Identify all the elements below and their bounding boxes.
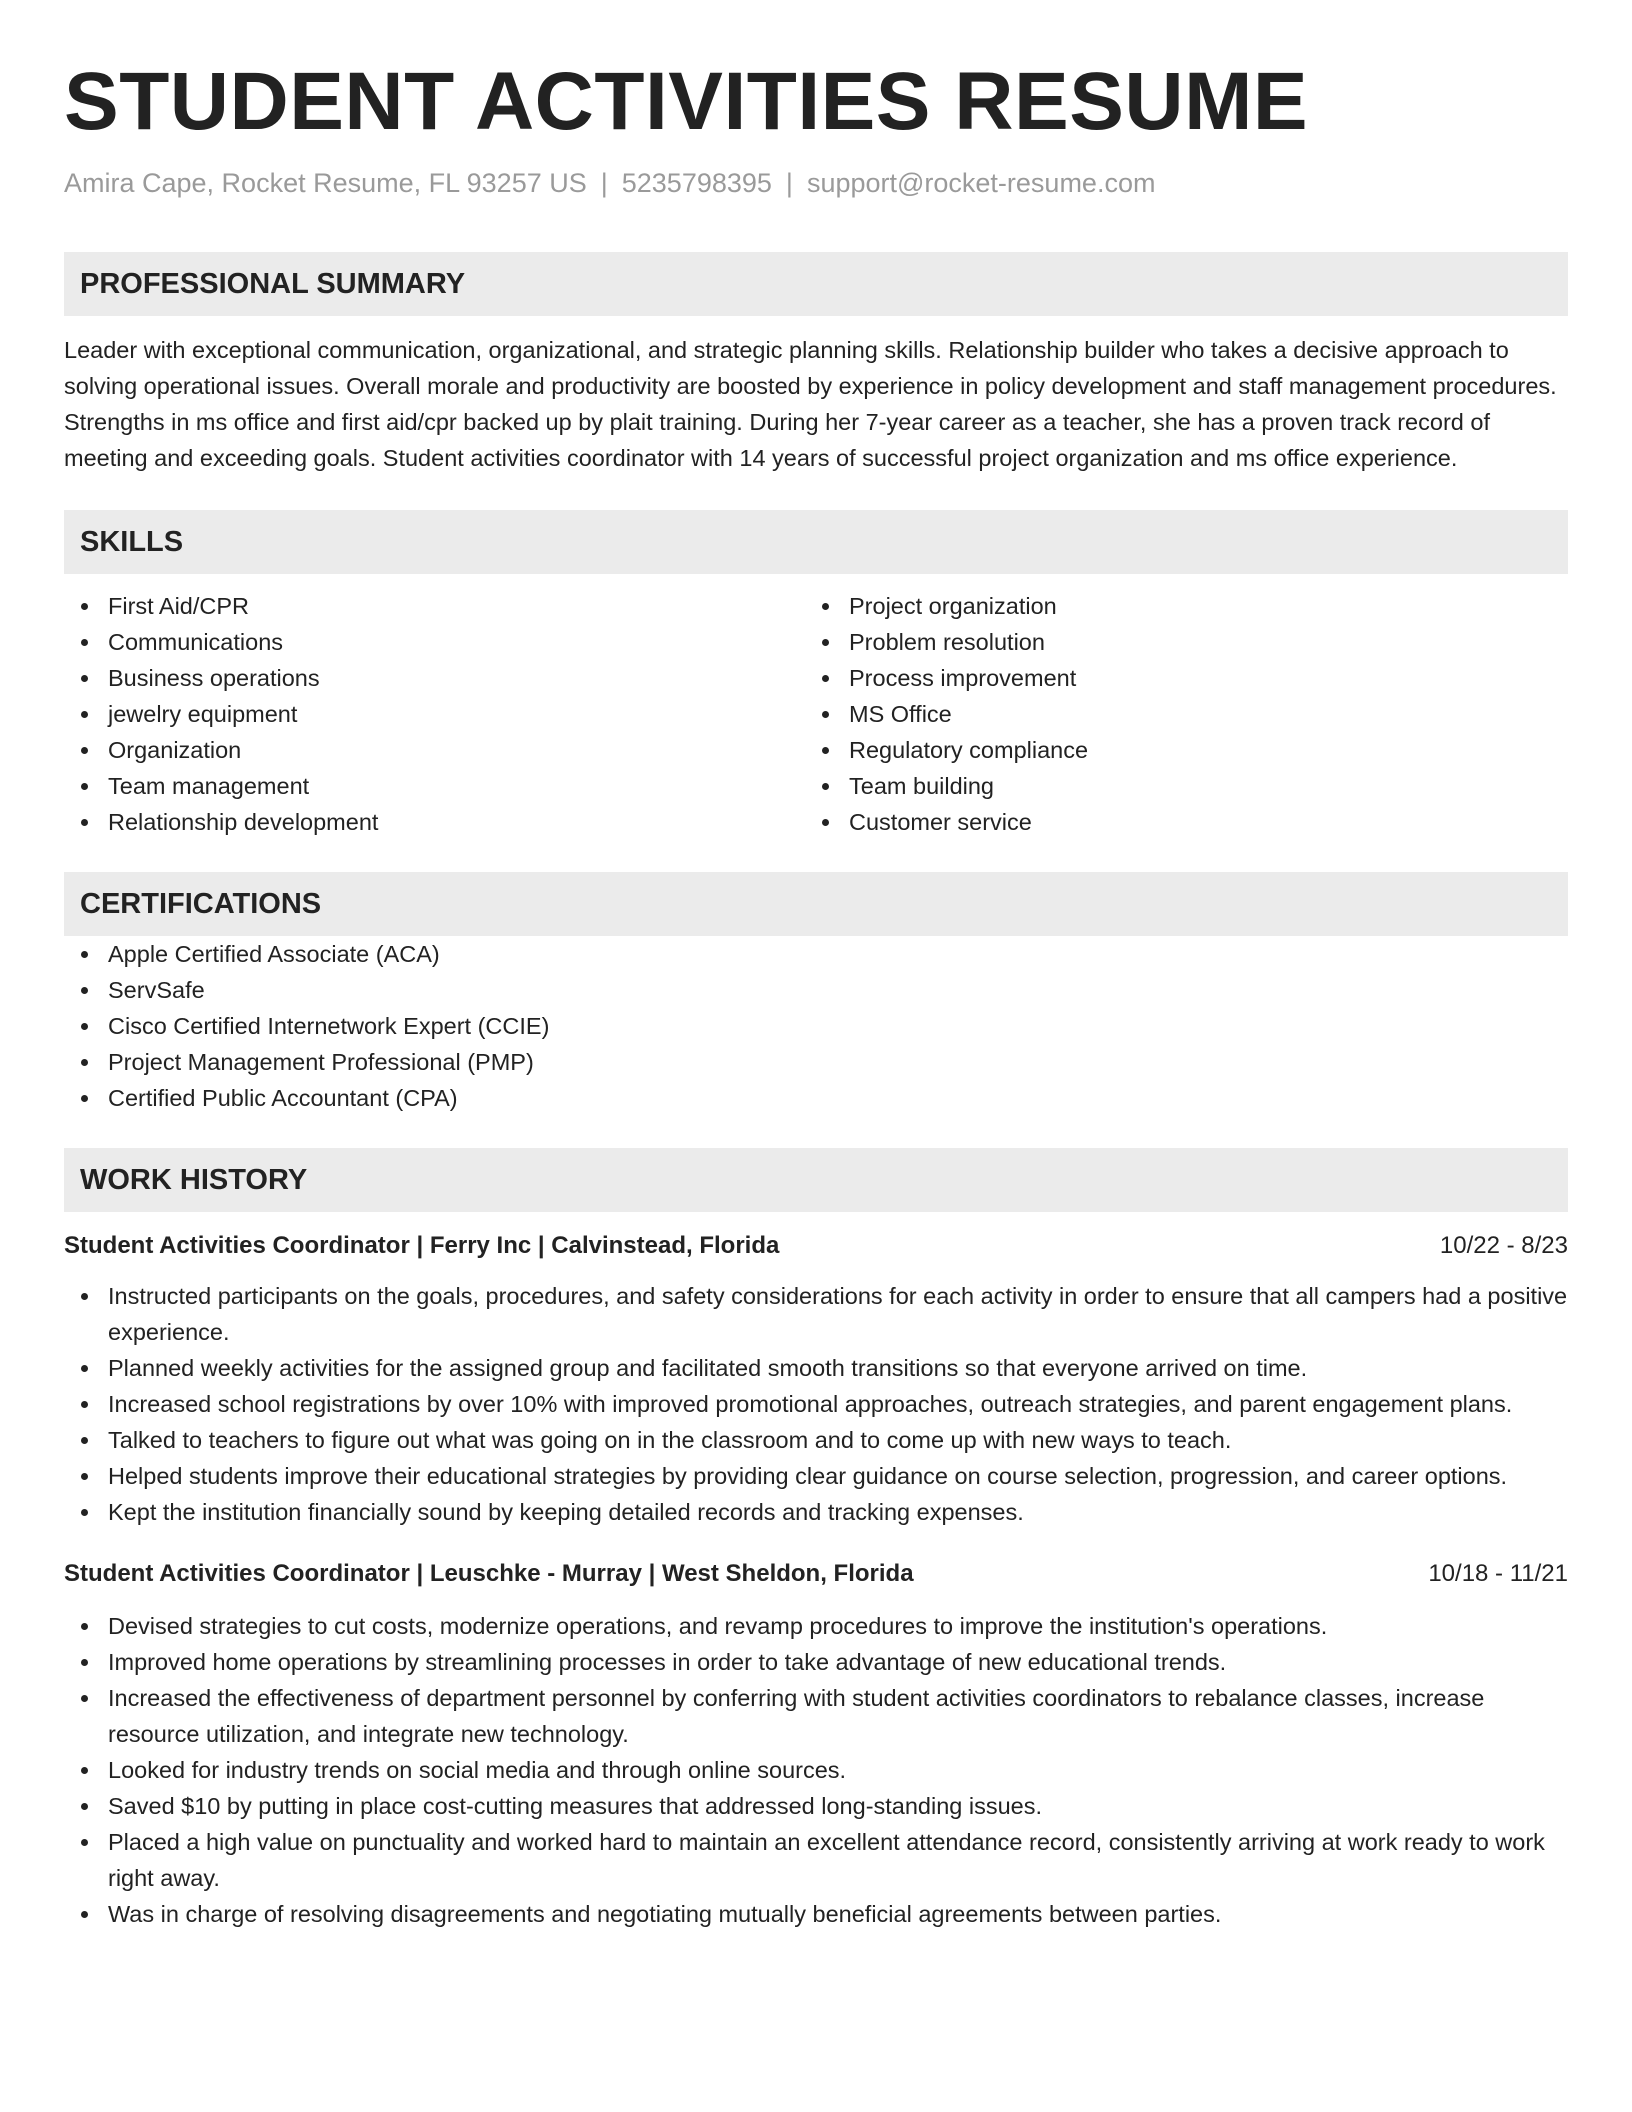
skill-item: Organization bbox=[64, 732, 805, 768]
job-bullet: Was in charge of resolving disagreements and negotiating mutually beneficial agreements between parties. bbox=[64, 1896, 1568, 1932]
contact-email: support@rocket-resume.com bbox=[806, 168, 1156, 198]
job-dates: 10/18 - 11/21 bbox=[1428, 1560, 1568, 1587]
skill-item: Project organization bbox=[805, 588, 1546, 624]
job-bullet: Increased the effectiveness of department personnel by conferring with student activities coordinators to rebalance classes, increase resource utilization, and integrate new technology. bbox=[64, 1680, 1568, 1752]
skill-item: Relationship development bbox=[64, 804, 805, 840]
job-bullets bbox=[64, 1278, 1568, 1530]
certification-item: Cisco Certified Internetwork Expert (CCIE) bbox=[64, 1008, 1568, 1044]
job-bullet: Talked to teachers to figure out what was going on in the classroom and to come up with new ways to teach. bbox=[64, 1422, 1568, 1458]
certifications-heading: CERTIFICATIONS bbox=[64, 872, 1568, 936]
job-bullet: Planned weekly activities for the assigned group and facilitated smooth transitions so that everyone arrived on time. bbox=[64, 1350, 1568, 1386]
job-entry bbox=[64, 1556, 1568, 1932]
job-title: Student Activities Coordinator | Ferry Inc | Calvinstead, Florida bbox=[64, 1232, 780, 1259]
job-bullet: Increased school registrations by over 10% with improved promotional approaches, outreach strategies, and parent engagement plans. bbox=[64, 1386, 1568, 1422]
skill-item: Team management bbox=[64, 768, 805, 804]
certification-item: Project Management Professional (PMP) bbox=[64, 1044, 1568, 1080]
job-bullet: Placed a high value on punctuality and worked hard to maintain an excellent attendance record, consistently arriving at work ready to work right away. bbox=[64, 1824, 1568, 1896]
job-dates: 10/22 - 8/23 bbox=[1439, 1232, 1568, 1259]
summary-text: Leader with exceptional communication, organizational, and strategic planning skills. Relationship builder who takes a decisive approach to solving operational issues. Overall morale and productivity are boosted by experience in policy development and staff management procedures. Strengths in ms office and first aid/cpr backed up by plait training. During her 7-year career as a teacher, she has a proven track record of meeting and exceeding goals. Student activities coordinator with 14 years of successful project organization and ms office experience. bbox=[64, 337, 1557, 471]
skill-item: Customer service bbox=[805, 804, 1546, 840]
skills-heading: SKILLS bbox=[64, 510, 1568, 574]
resume-page bbox=[64, 56, 1568, 1932]
skill-item: Process improvement bbox=[805, 660, 1546, 696]
resume-title: STUDENT ACTIVITIES RESUME bbox=[64, 56, 1309, 147]
job-title-row bbox=[64, 1556, 1568, 1592]
job-bullet: Devised strategies to cut costs, modernize operations, and revamp procedures to improve the institution's operations. bbox=[64, 1608, 1568, 1644]
job-bullet: Instructed participants on the goals, procedures, and safety considerations for each activity in order to ensure that all campers had a positive experience. bbox=[64, 1278, 1568, 1350]
skill-item: Team building bbox=[805, 768, 1546, 804]
skills-column-right bbox=[805, 588, 1546, 840]
skill-item: First Aid/CPR bbox=[64, 588, 805, 624]
contact-address: Amira Cape, Rocket Resume, FL 93257 US bbox=[64, 168, 587, 198]
skill-item: Business operations bbox=[64, 660, 805, 696]
job-bullet: Helped students improve their educational strategies by providing clear guidance on course selection, progression, and career options. bbox=[64, 1458, 1568, 1494]
skill-item: jewelry equipment bbox=[64, 696, 805, 732]
job-bullets bbox=[64, 1608, 1568, 1932]
job-title-row bbox=[64, 1228, 1568, 1264]
skill-item: Communications bbox=[64, 624, 805, 660]
summary-heading: PROFESSIONAL SUMMARY bbox=[64, 252, 1568, 316]
contact-phone: 5235798395 bbox=[621, 168, 772, 198]
skills-column-left bbox=[64, 588, 805, 840]
certification-item: Apple Certified Associate (ACA) bbox=[64, 936, 1568, 972]
job-bullet: Kept the institution financially sound by keeping detailed records and tracking expenses. bbox=[64, 1494, 1568, 1530]
job-bullet: Saved $10 by putting in place cost-cutting measures that addressed long-standing issues. bbox=[64, 1788, 1568, 1824]
skills-grid bbox=[64, 588, 1568, 840]
skill-item: Regulatory compliance bbox=[805, 732, 1546, 768]
skill-item: MS Office bbox=[805, 696, 1546, 732]
job-title: Student Activities Coordinator | Leuschke - Murray | West Sheldon, Florida bbox=[64, 1560, 914, 1587]
certification-item: Certified Public Accountant (CPA) bbox=[64, 1080, 1568, 1116]
contact-separator: | bbox=[600, 168, 608, 198]
certification-item: ServSafe bbox=[64, 972, 1568, 1008]
certifications-list bbox=[64, 936, 1568, 1116]
job-bullet: Improved home operations by streamlining processes in order to take advantage of new educational trends. bbox=[64, 1644, 1568, 1680]
job-entry bbox=[64, 1228, 1568, 1530]
skill-item: Problem resolution bbox=[805, 624, 1546, 660]
work-history-heading: WORK HISTORY bbox=[64, 1148, 1568, 1212]
job-bullet: Looked for industry trends on social media and through online sources. bbox=[64, 1752, 1568, 1788]
contact-separator: | bbox=[785, 168, 793, 198]
contact-line bbox=[64, 166, 1568, 200]
